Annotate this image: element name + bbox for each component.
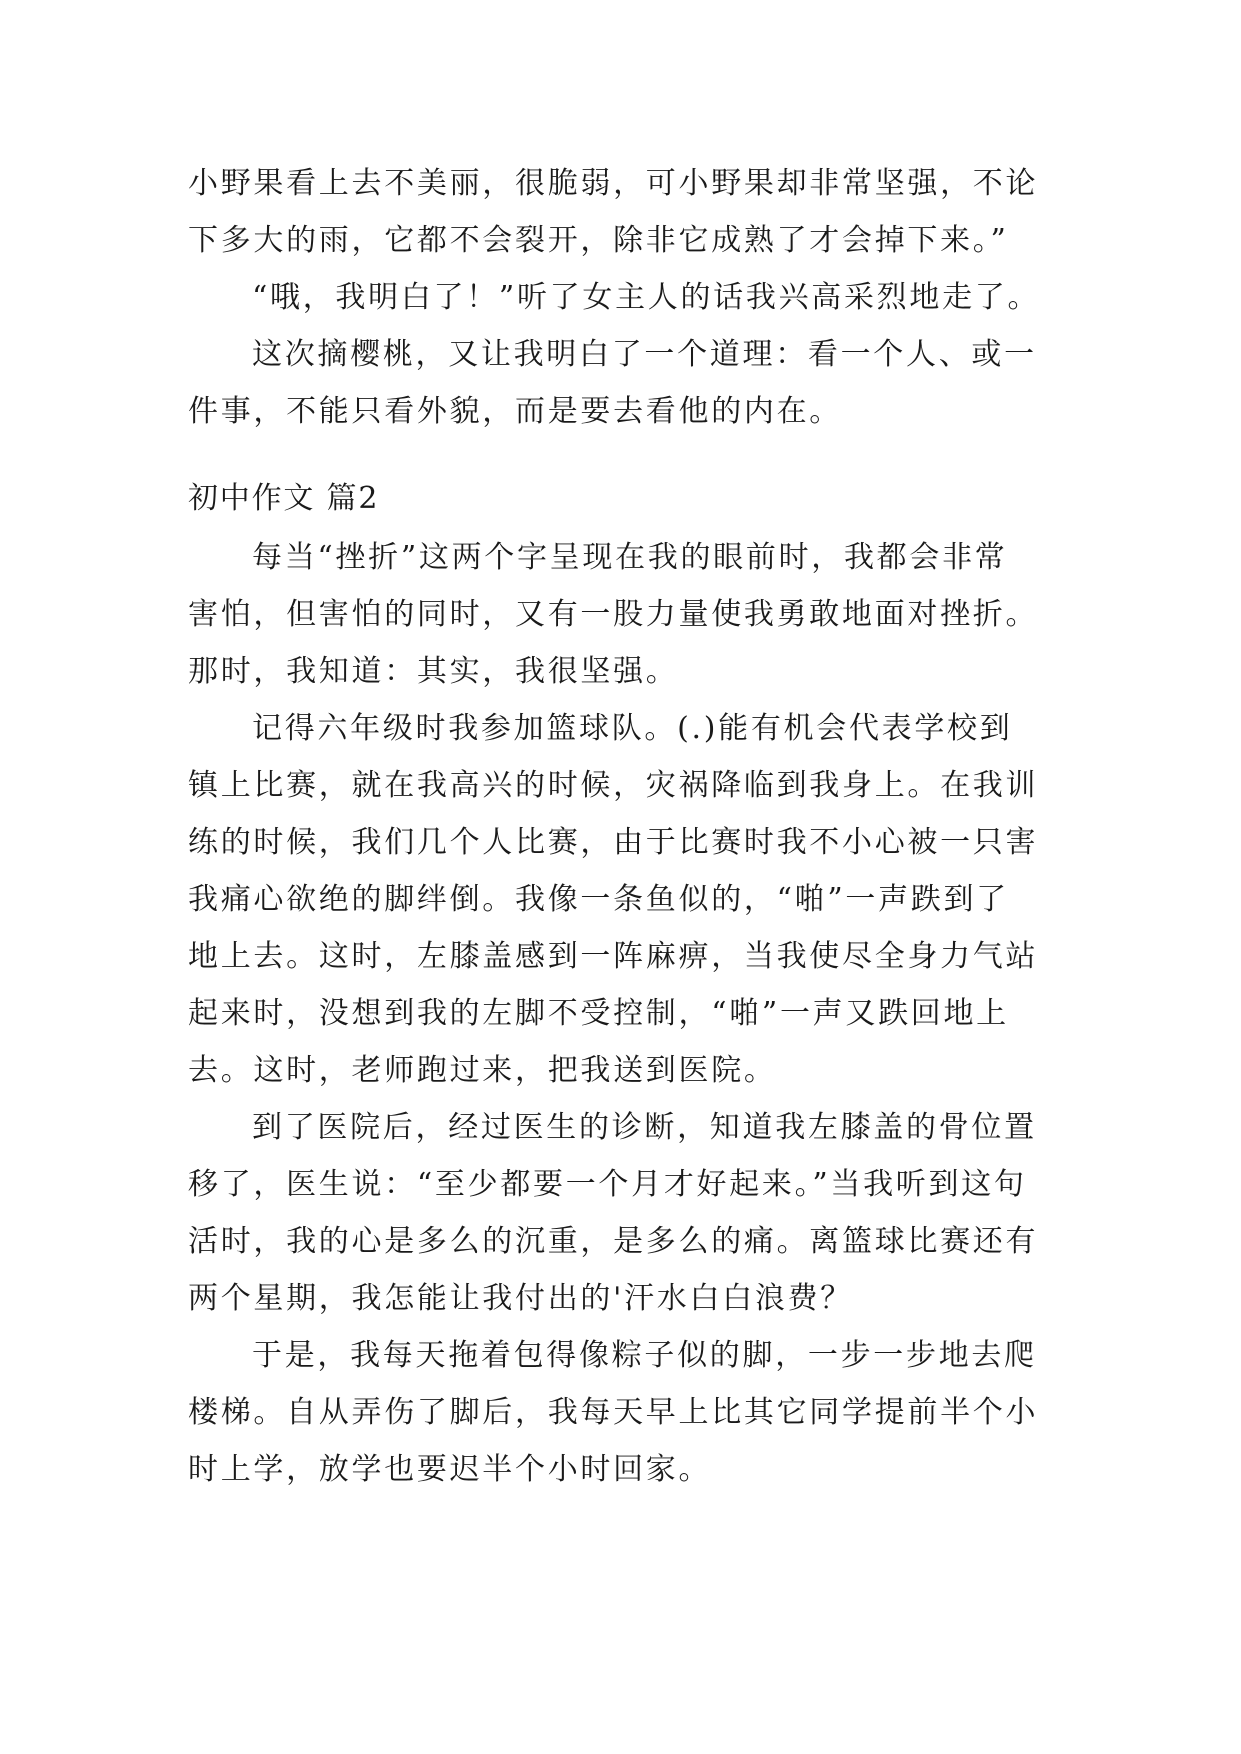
paragraph-line: 到了医院后，经过医生的诊断，知道我左膝盖的骨位置 (252, 1110, 1037, 1145)
paragraph-line: 两个星期，我怎能让我付出的'汗水白白浪费？ (188, 1281, 853, 1316)
paragraph-line: 时上学，放学也要迟半个小时回家。 (188, 1452, 712, 1487)
paragraph-line: 每当“挫折”这两个字呈现在我的眼前时，我都会非常 (252, 540, 1008, 575)
paragraph-line: 下多大的雨，它都不会裂开，除非它成熟了才会掉下来。” (188, 223, 1009, 258)
paragraph-line: 移了，医生说：“至少都要一个月才好起来。”当我听到这句 (188, 1167, 1027, 1202)
paragraph-line: 我痛心欲绝的脚绊倒。我像一条鱼似的，“啪”一声跌到了 (188, 882, 1009, 917)
paragraph-line: 件事，不能只看外貌，而是要去看他的内在。 (188, 394, 842, 429)
paragraph-line: 记得六年级时我参加篮球队。(.)能有机会代表学校到 (252, 711, 1013, 746)
paragraph-line: 小野果看上去不美丽，很脆弱，可小野果却非常坚强，不论 (188, 166, 1039, 201)
essay-2-body (188, 529, 1068, 1498)
paragraph-line: 活时，我的心是多么的沉重，是多么的痛。离篮球比赛还有 (188, 1224, 1039, 1259)
paragraph-line: 去。这时，老师跑过来，把我送到医院。 (188, 1053, 777, 1088)
paragraph-line: 那时，我知道：其实，我很坚强。 (188, 654, 679, 689)
section-heading: 初中作文 篇2 (188, 481, 380, 516)
essay-1-ending (188, 155, 1068, 440)
paragraph-line: 练的时候，我们几个人比赛，由于比赛时我不小心被一只害 (188, 825, 1039, 860)
paragraph-line: “哦，我明白了！”听了女主人的话我兴高采烈地走了。 (252, 280, 1041, 315)
paragraph-line: 地上去。这时，左膝盖感到一阵麻痹，当我使尽全身力气站 (188, 939, 1039, 974)
paragraph-line: 镇上比赛，就在我高兴的时候，灾祸降临到我身上。在我训 (188, 768, 1039, 803)
paragraph-line: 于是，我每天拖着包得像粽子似的脚，一步一步地去爬 (252, 1338, 1037, 1373)
paragraph-line: 这次摘樱桃，又让我明白了一个道理：看一个人、或一 (252, 337, 1037, 372)
paragraph-line: 害怕，但害怕的同时，又有一股力量使我勇敢地面对挫折。 (188, 597, 1039, 632)
essay-2-heading-block (188, 470, 1068, 527)
paragraph-line: 起来时，没想到我的左脚不受控制，“啪”一声又跌回地上 (188, 996, 1009, 1031)
paragraph-line: 楼梯。自从弄伤了脚后，我每天早上比其它同学提前半个小 (188, 1395, 1039, 1430)
